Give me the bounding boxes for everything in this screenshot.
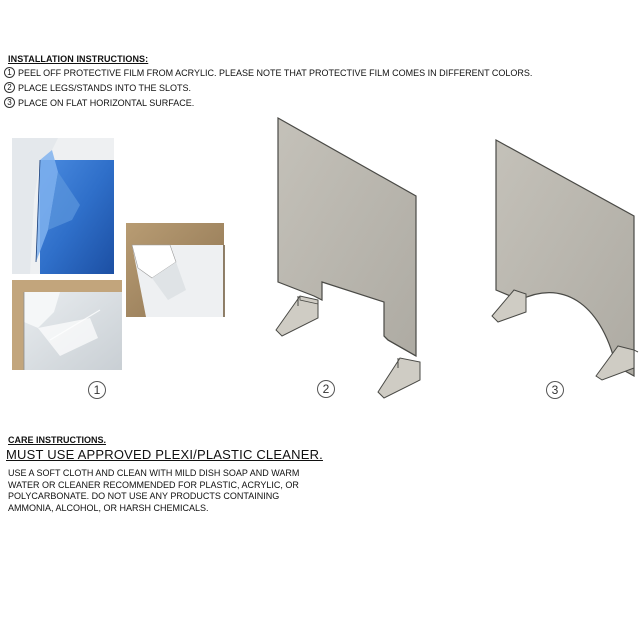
photo-wood-peel: [126, 223, 224, 317]
figure-label-2: 2: [317, 380, 335, 398]
step-text-2: PLACE LEGS/STANDS INTO THE SLOTS.: [18, 82, 192, 93]
care-line-3: POLYCARBONATE. DO NOT USE ANY PRODUCTS CONTAINING: [8, 491, 280, 501]
care-body: [8, 468, 328, 514]
care-line-2: WATER OR CLEANER RECOMMENDED FOR PLASTIC, ACRYLIC, OR: [8, 479, 299, 490]
photo-clear-acrylic: [12, 280, 122, 370]
photo-blue-film: [12, 138, 114, 274]
step-text-1: PEEL OFF PROTECTIVE FILM FROM ACRYLIC. PLEASE NOTE THAT PROTECTIVE FILM COMES IN DIFFERENT COLORS.: [18, 67, 533, 78]
figure-label-3: 3: [546, 381, 564, 399]
care-line-1: USE A SOFT CLOTH AND CLEAN WITH MILD DISH SOAP AND WARM: [8, 468, 300, 478]
figure-label-1: 1: [88, 381, 106, 399]
installation-heading: INSTALLATION INSTRUCTIONS:: [8, 54, 149, 64]
step-number-2: 2: [4, 82, 15, 93]
step-number-1: 1: [4, 67, 15, 78]
care-line-4: AMMONIA, ALCOHOL, OR HARSH CHEMICALS.: [8, 502, 209, 513]
figure-panel-with-arch: [492, 140, 638, 380]
figure-panel-with-legs: [276, 118, 420, 398]
step-number-3: 3: [4, 97, 15, 108]
care-heading: CARE INSTRUCTIONS.: [8, 435, 107, 445]
step-text-3: PLACE ON FLAT HORIZONTAL SURFACE.: [18, 97, 195, 108]
care-must-use: MUST USE APPROVED PLEXI/PLASTIC CLEANER.: [6, 447, 323, 462]
